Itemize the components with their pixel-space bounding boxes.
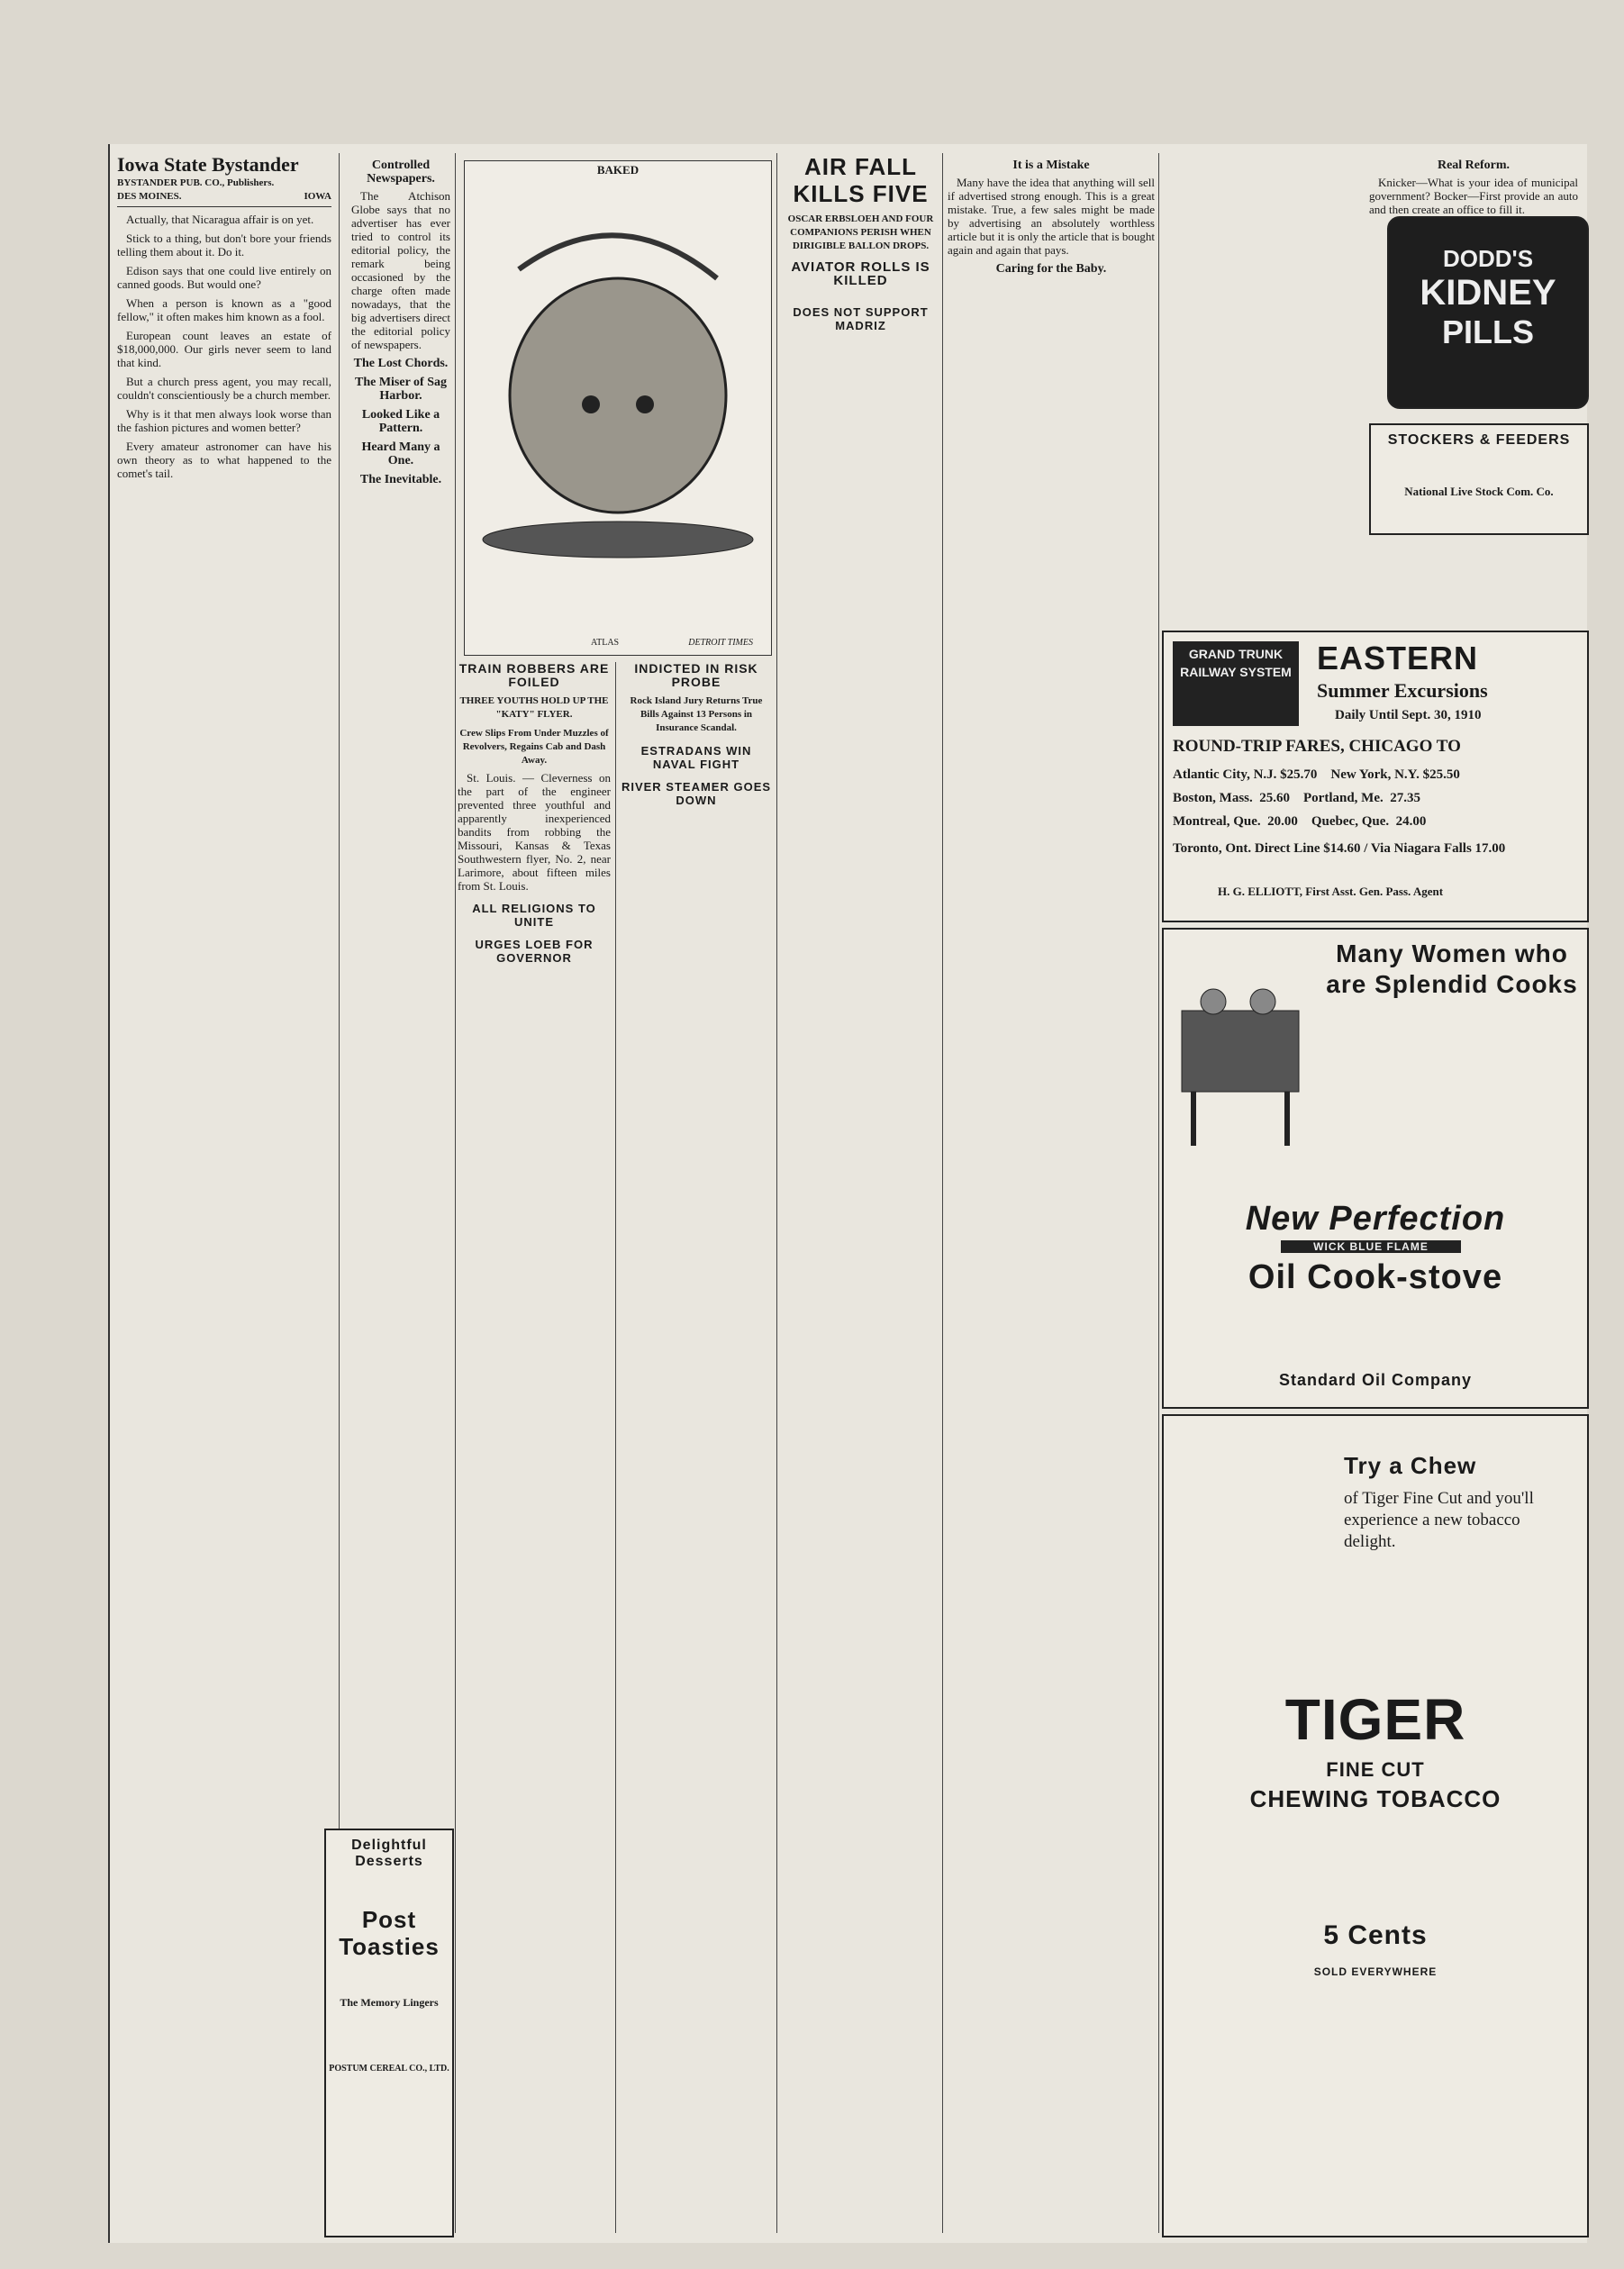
column-rule — [615, 662, 616, 2233]
column-5 — [782, 153, 939, 2233]
place-left: DES MOINES. — [117, 191, 182, 202]
dodds-kidney-pills-ad — [1387, 216, 1589, 409]
ad-tag: WICK BLUE FLAME — [1281, 1240, 1461, 1253]
paragraph: But a church press agent, you may recall, couldn't conscientiously be a church member. — [117, 375, 331, 402]
dateline — [117, 190, 331, 207]
publisher-line: BYSTANDER PUB. CO., Publishers. — [117, 177, 275, 188]
column-7 — [1369, 153, 1578, 215]
ad-brand: Post Toasties — [339, 1906, 440, 1960]
column-1 — [117, 153, 331, 2233]
ad-company: POSTUM CEREAL CO., LTD. — [329, 2064, 449, 2074]
paragraph: Every amateur astronomer can have his own theory as to what happened to the comet's tail. — [117, 440, 331, 480]
ad-brand: New Perfection — [1245, 1200, 1506, 1238]
grand-trunk-logo: GRAND TRUNK RAILWAY SYSTEM — [1173, 641, 1299, 726]
ad-brand: TIGER — [1284, 1687, 1466, 1752]
globe-illustration — [465, 161, 771, 655]
paragraph: Knicker—What is your idea of municipal government? Bocker—First provide an auto and then create an office to fill it. — [1369, 176, 1578, 215]
fare-row: Boston, Mass. 25.60 Portland, Me. 27.35 — [1173, 791, 1420, 805]
ad-sub: FINE CUT — [1326, 1758, 1425, 1781]
paragraph: When a person is known as a "good fellow," it often makes him known as a fool. — [117, 296, 331, 323]
article-heading: Heard Many a One. — [361, 440, 440, 467]
headline: AVIATOR ROLLS IS KILLED — [791, 259, 930, 288]
fare-row: Atlantic City, N.J. $25.70 New York, N.Y. $25.50 — [1173, 767, 1460, 782]
headline: URGES LOEB FOR GOVERNOR — [475, 938, 594, 965]
cartoon-caption: BAKED — [596, 163, 640, 177]
ad-price: 5 Cents — [1323, 1920, 1428, 1950]
headline: RIVER STEAMER GOES DOWN — [621, 780, 772, 807]
article-heading: Real Reform. — [1437, 159, 1511, 172]
ad-sold: SOLD EVERYWHERE — [1313, 1965, 1438, 1978]
ad-headline: Try a Chew — [1344, 1452, 1477, 1479]
ad-title: STOCKERS & FEEDERS — [1387, 432, 1571, 448]
ad-headline: Delightful Desserts — [351, 1838, 427, 1869]
ad-brand: DODD'S — [1442, 245, 1534, 272]
paragraph: Stick to a thing, but don't bore your friends telling them about it. Do it. — [117, 231, 331, 259]
paragraph: Actually, that Nicaragua affair is on yet. — [126, 213, 314, 226]
column-3 — [458, 662, 611, 2233]
paragraph: The Atchison Globe says that no advertiser has ever tried to control its editorial policy, the remark being occasioned by the charge often made nowadays, that the big advertisers direct the editorial policy of newspapers. — [351, 189, 450, 351]
ad-fares: ROUND-TRIP FARES, CHICAGO TO — [1173, 737, 1461, 756]
deck: Rock Island Jury Returns True Bills Against 13 Persons in Insurance Scandal. — [630, 695, 763, 733]
headline: ALL RELIGIONS TO UNITE — [472, 902, 596, 929]
ad-brand: PILLS — [1441, 313, 1534, 350]
cartoon — [464, 160, 772, 656]
paragraph: Many have the idea that anything will sell if advertised strong enough. This is a great mistake. True, a few sales might be made by advertising an absolutely worthless article but it is only the article that is bought again and again that pays. — [948, 176, 1155, 257]
ad-product: Oil Cook-stove — [1247, 1258, 1503, 1296]
fare-row: Montreal, Que. 20.00 Quebec, Que. 24.00 — [1173, 814, 1427, 829]
deck: THREE YOUTHS HOLD UP THE "KATY" FLYER. — [459, 695, 609, 720]
ad-text: of Tiger Fine Cut and you'll experience a new tobacco delight. — [1344, 1489, 1534, 1551]
column-rule — [776, 153, 777, 2233]
headline: TRAIN ROBBERS ARE FOILED — [458, 662, 610, 689]
article-heading: The Lost Chords. — [353, 357, 449, 370]
masthead: Iowa State Bystander — [117, 153, 299, 176]
ad-brand: KIDNEY — [1420, 273, 1556, 313]
headline: DOES NOT SUPPORT MADRIZ — [793, 305, 929, 332]
deck: OSCAR ERBSLOEH AND FOUR COMPANIONS PERISH WHEN DIRIGIBLE BALLON DROPS. — [787, 213, 934, 251]
paragraph: Why is it that men always look worse than the fashion pictures and women better? — [117, 407, 331, 434]
column-rule — [455, 153, 456, 2233]
fare-row: Toronto, Ont. Direct Line $14.60 / Via Niagara Falls 17.00 — [1173, 841, 1506, 856]
ad-dates: Daily Until Sept. 30, 1910 — [1335, 708, 1482, 722]
paragraph: Edison says that one could live entirely on canned goods. But would one? — [117, 264, 331, 291]
ad-company: Standard Oil Company — [1278, 1371, 1473, 1389]
stove-illustration — [1173, 975, 1308, 1155]
column-4 — [620, 662, 773, 2233]
article-heading: The Inevitable. — [359, 473, 442, 486]
headline: AIR FALL KILLS FIVE — [793, 153, 929, 207]
ad-company: National Live Stock Com. Co. — [1404, 485, 1554, 498]
subdeck: Crew Slips From Under Muzzles of Revolvers, Regains Cab and Dash Away. — [459, 728, 609, 766]
paragraph: St. Louis. — Cleverness on the part of the engineer prevented three youthful and apparently inexperienced bandits from robbing the Missouri, Kansas & Texas Southwestern flyer, No. 2, near Larimore, about fifteen miles from St. Louis. — [458, 771, 611, 893]
grand-trunk-ad — [1162, 631, 1589, 922]
ad-tag: The Memory Lingers — [340, 1996, 439, 2009]
ad-title: EASTERN — [1317, 640, 1479, 676]
ad-sub: CHEWING TOBACCO — [1249, 1785, 1502, 1812]
article-heading: It is a Mistake — [1012, 159, 1090, 172]
article-heading: Controlled Newspapers. — [367, 159, 435, 186]
article-heading: Caring for the Baby. — [995, 262, 1107, 276]
tiger-tobacco-ad — [1162, 1414, 1589, 2237]
ad-subtitle: Summer Excursions — [1317, 679, 1488, 702]
column-6 — [948, 153, 1155, 621]
ad-headline: Many Women who are Splendid Cooks — [1326, 939, 1578, 998]
ad-agent: H. G. ELLIOTT, First Asst. Gen. Pass. Agent — [1218, 885, 1444, 898]
new-perfection-ad — [1162, 928, 1589, 1409]
post-toasties-ad — [324, 1829, 454, 2237]
stockers-ad — [1369, 423, 1589, 535]
cartoon-label: ATLAS — [591, 638, 620, 648]
headline: ESTRADANS WIN NAVAL FIGHT — [640, 744, 752, 771]
article-heading: Looked Like a Pattern. — [361, 408, 440, 435]
paragraph: European count leaves an estate of $18,000,000. Our girls never seem to land that kind. — [117, 329, 331, 369]
cartoon-credit: DETROIT TIMES — [688, 638, 753, 648]
place-right: IOWA — [304, 191, 331, 202]
headline: INDICTED IN RISK PROBE — [634, 662, 758, 689]
article-heading: The Miser of Sag Harbor. — [354, 376, 447, 403]
column-rule — [1158, 153, 1159, 2233]
column-rule — [942, 153, 943, 2233]
